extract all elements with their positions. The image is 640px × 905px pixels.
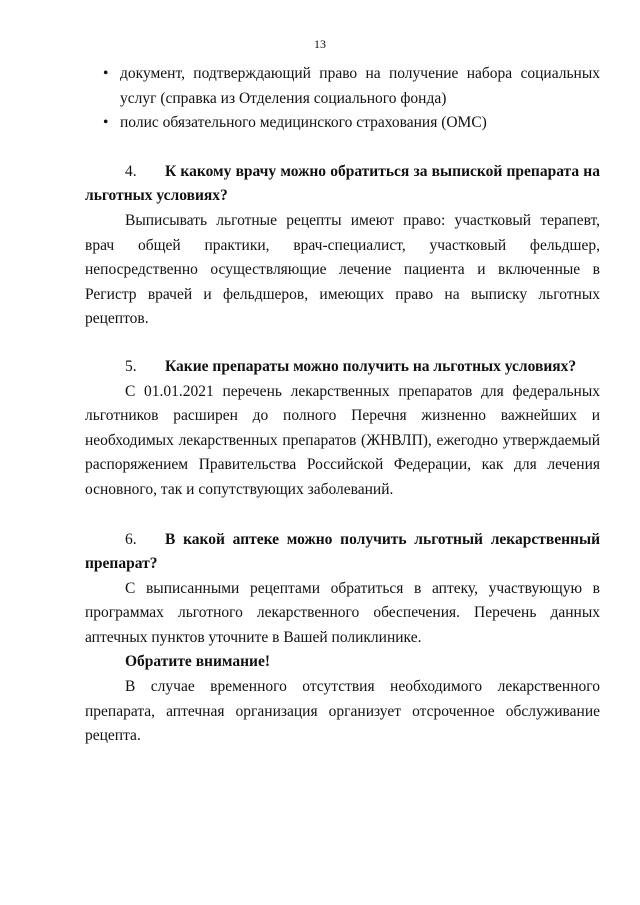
section-title: В какой аптеке можно получить льготный лекарственный препарат? bbox=[85, 530, 600, 573]
section-6 bbox=[85, 528, 600, 749]
section-5 bbox=[85, 355, 600, 503]
section-paragraph: С выписанными рецептами обратиться в аптеку, участвующую в программах льготного лекарственного обеспечения. Перечень данных аптечных пунктов уточните в Вашей поликлинике. bbox=[85, 579, 600, 646]
bullet-marker: • bbox=[103, 114, 109, 132]
section-number: 5. bbox=[125, 357, 137, 375]
list-item bbox=[85, 62, 600, 111]
list-item bbox=[85, 111, 600, 136]
list-item-text: документ, подтверждающий право на получение набора социальных услуг (справка из Отделения социального фонда) bbox=[120, 65, 600, 107]
section-number: 6. bbox=[125, 530, 137, 548]
section-title: Какие препараты можно получить на льготных условиях? bbox=[165, 357, 577, 375]
section-heading bbox=[85, 160, 600, 209]
list-item-text: полис обязательного медицинского страхования (ОМС) bbox=[120, 114, 487, 132]
section-heading bbox=[85, 355, 600, 380]
notice-title: Обратите внимание! bbox=[125, 653, 271, 671]
document-body bbox=[85, 62, 600, 749]
section-paragraph: Выписывать льготные рецепты имеют право: участковый терапевт, врач общей практики, врач-специалист, участковый фельдшер, непосредственно осуществляющие лечение пациента и включенные в Регистр врачей и фельдшеров, имеющих право на выписку льготных рецептов. bbox=[85, 211, 600, 328]
section-paragraph: С 01.01.2021 перечень лекарственных препаратов для федеральных льготников расширен до полного Перечня жизненно важнейших и необходимых лекарственных препаратов (ЖНВЛП), ежегодно утверждаемый распоряжением Правительства Российской Федерации, как для лечения основного, так и сопутствующих заболеваний. bbox=[85, 382, 600, 498]
section-number: 4. bbox=[125, 162, 137, 180]
section-heading bbox=[85, 528, 600, 577]
notice-text: В случае временного отсутствия необходимого лекарственного препарата, аптечная организация организует отсроченное обслуживание рецепта. bbox=[85, 678, 600, 745]
section-4 bbox=[85, 160, 600, 332]
required-documents-list bbox=[85, 62, 600, 136]
section-title: К какому врачу можно обратиться за выпиской препарата на льготных условиях? bbox=[85, 162, 600, 205]
page-number: 13 bbox=[314, 37, 326, 51]
bullet-marker: • bbox=[103, 65, 109, 82]
